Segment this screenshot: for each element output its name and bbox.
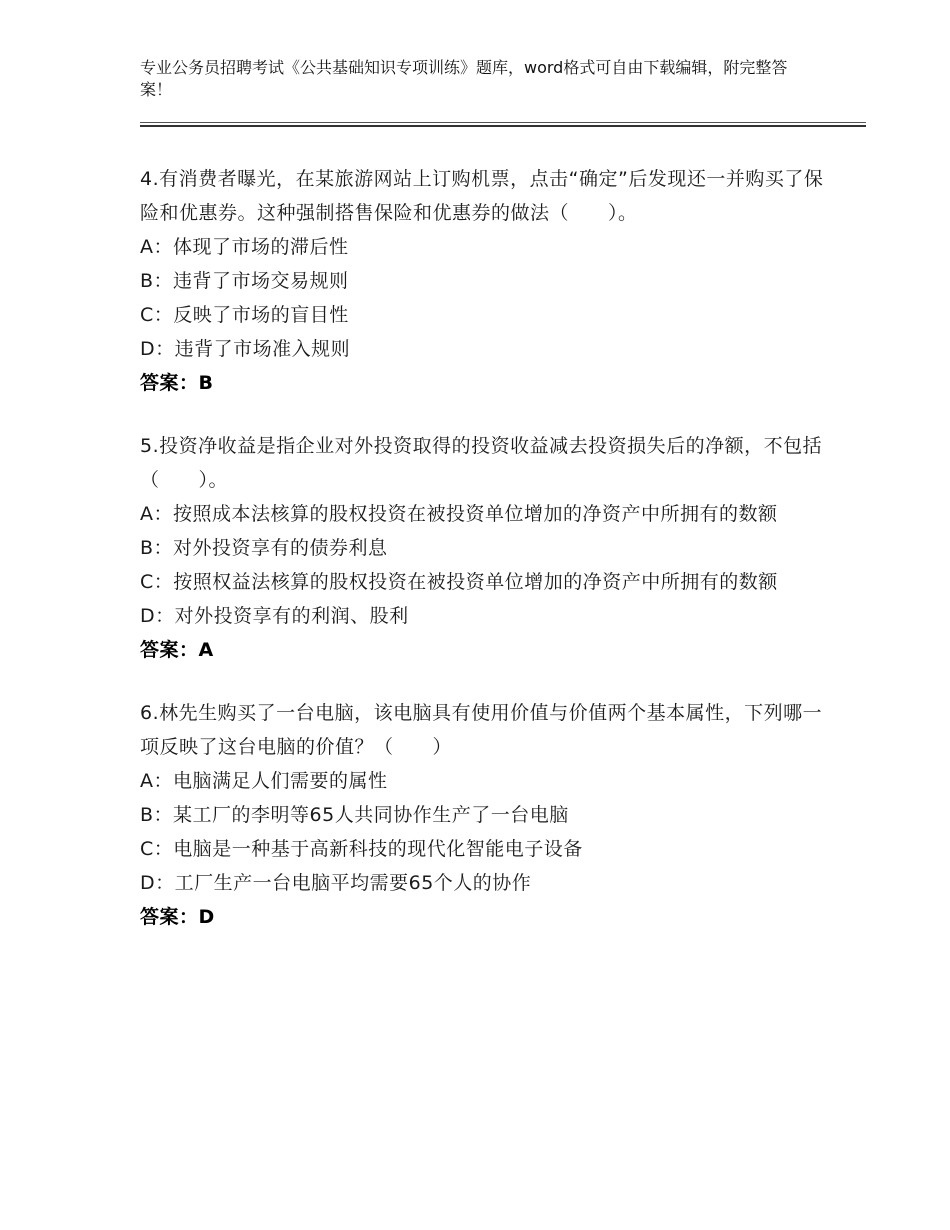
question-list <box>140 162 830 963</box>
option-b: B：违背了市场交易规则 <box>140 270 349 292</box>
option-d: D：对外投资享有的利润、股利 <box>140 605 409 627</box>
option-d: D：违背了市场准入规则 <box>140 338 351 360</box>
option-b: B：某工厂的李明等65人共同协作生产了一台电脑 <box>140 804 569 826</box>
answer-label: 答案：A <box>140 639 214 661</box>
option-a: A：按照成本法核算的股权投资在被投资单位增加的净资产中所拥有的数额 <box>140 503 778 525</box>
answer-label: 答案：B <box>140 372 214 394</box>
option-c: C：电脑是一种基于高新科技的现代化智能电子设备 <box>140 838 583 860</box>
header-divider-top <box>140 122 866 123</box>
answer-label: 答案：D <box>140 906 215 928</box>
header-divider-bottom <box>140 125 866 127</box>
option-d: D：工厂生产一台电脑平均需要65个人的协作 <box>140 872 532 894</box>
option-c: C：按照权益法核算的股权投资在被投资单位增加的净资产中所拥有的数额 <box>140 571 778 593</box>
option-b: B：对外投资享有的债券利息 <box>140 537 388 559</box>
page-header: 专业公务员招聘考试《公共基础知识专项训练》题库，word格式可自由下载编辑，附完整答案！ <box>140 58 788 99</box>
option-a: A：电脑满足人们需要的属性 <box>140 770 388 792</box>
question-stem: 5.投资净收益是指企业对外投资取得的投资收益减去投资损失后的净额，不包括（ ）。 <box>140 435 823 491</box>
question-stem: 4.有消费者曝光，在某旅游网站上订购机票，点击“确定”后发现还一并购买了保险和优惠券。这种强制搭售保险和优惠券的做法（ ）。 <box>140 168 824 224</box>
question-6 <box>140 696 830 934</box>
question-stem: 6.林先生购买了一台电脑，该电脑具有使用价值与价值两个基本属性，下列哪一项反映了这台电脑的价值？（ ） <box>140 702 823 758</box>
question-4 <box>140 162 830 400</box>
option-c: C：反映了市场的盲目性 <box>140 304 349 326</box>
question-5 <box>140 429 830 667</box>
option-a: A：体现了市场的滞后性 <box>140 236 349 258</box>
